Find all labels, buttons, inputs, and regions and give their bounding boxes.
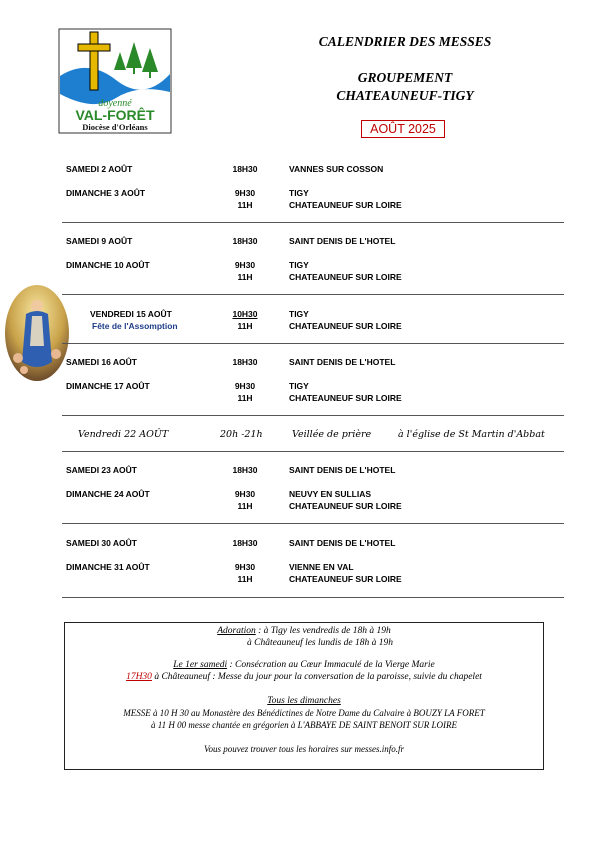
place-label: VIENNE EN VAL [289, 562, 354, 572]
feast-label: Fête de l'Assomption [92, 321, 178, 331]
sundays-label: Tous les dimanches [267, 696, 341, 706]
time-label: 18H30 [232, 164, 258, 174]
divider [62, 222, 564, 223]
day-label: VENDREDI 15 AOÛT [90, 309, 172, 319]
day-label: DIMANCHE 24 AOÛT [66, 489, 150, 499]
sunday-line-2: à 11 H 00 messe chantée en grégorien à L'ABBAYE DE SAINT BENOIT SUR LOIRE [151, 720, 457, 730]
cross-icon [90, 32, 98, 90]
day-label: SAMEDI 16 AOÛT [66, 357, 138, 367]
event-label: Veillée de prière [292, 429, 372, 440]
place-label: SAINT DENIS DE L'HOTEL [289, 538, 396, 548]
divider [62, 343, 564, 344]
place-label: CHATEAUNEUF SUR LOIRE [289, 501, 402, 511]
logo-line2: VAL-FORÊT [75, 107, 155, 123]
adoration-line-2: à Châteauneuf les lundis de 18h à 19h [247, 638, 393, 648]
place-label: CHATEAUNEUF SUR LOIRE [289, 574, 402, 584]
red-time: 17H30 [126, 672, 152, 682]
group-line-1: GROUPEMENT [357, 70, 453, 85]
place-label: à l'église de St Martin d'Abbat [398, 429, 545, 440]
place-label: VANNES SUR COSSON [289, 164, 384, 174]
time-label: 9H30 [234, 381, 256, 391]
day-label: SAMEDI 23 AOÛT [66, 465, 138, 475]
divider [62, 415, 564, 416]
day-label: DIMANCHE 3 AOÛT [66, 188, 146, 198]
time-label: 11H [237, 501, 253, 511]
adoration-label: Adoration [217, 626, 256, 636]
place-label: CHATEAUNEUF SUR LOIRE [289, 200, 402, 210]
adoration-text: : à Tigy les vendredis de 18h à 19h [255, 626, 391, 636]
chateauneuf-line [64, 672, 544, 682]
time-label: 11H [237, 321, 253, 331]
day-label: SAMEDI 9 AOÛT [66, 236, 133, 246]
assumption-image [4, 284, 70, 382]
time-label: 10H30 [232, 309, 258, 319]
website-line: Vous pouvez trouver tous les horaires sur messes.info.fr [203, 744, 405, 754]
time-label: 18H30 [232, 465, 258, 475]
time-label: 11H [237, 200, 253, 210]
day-label: SAMEDI 30 AOÛT [66, 538, 138, 548]
adoration-line [64, 626, 544, 636]
chateauneuf-text: à Châteauneuf : Messe du jour pour la conversation de la paroisse, suivie du chapelet [151, 672, 482, 682]
day-label: DIMANCHE 31 AOÛT [66, 562, 150, 572]
time-label: 11H [237, 393, 253, 403]
first-saturday-line [64, 660, 544, 670]
divider [62, 523, 564, 524]
first-saturday-text: : Consécration au Cœur Immaculé de la Vierge Marie [227, 660, 435, 670]
logo-line1: doyenné [98, 98, 132, 109]
time-label: 20h -21h [220, 429, 263, 440]
time-label: 11H [237, 272, 253, 282]
time-label: 9H30 [234, 188, 256, 198]
day-label: DIMANCHE 10 AOÛT [66, 260, 150, 270]
divider [62, 294, 564, 295]
time-label: 18H30 [232, 538, 258, 548]
place-label: CHATEAUNEUF SUR LOIRE [289, 393, 402, 403]
place-label: TIGY [289, 188, 309, 198]
place-label: SAINT DENIS DE L'HOTEL [289, 236, 396, 246]
page-title: CALENDRIER DES MESSES [318, 34, 492, 49]
place-label: CHATEAUNEUF SUR LOIRE [289, 272, 402, 282]
group-line-2: CHATEAUNEUF-TIGY [336, 88, 474, 103]
place-label: TIGY [289, 309, 309, 319]
sunday-line-1: MESSE à 10 H 30 au Monastère des Bénédictines de Notre Dame du Calvaire à BOUZY LA FORET [123, 708, 485, 718]
place-label: SAINT DENIS DE L'HOTEL [289, 357, 396, 367]
place-label: TIGY [289, 381, 309, 391]
time-label: 9H30 [234, 260, 256, 270]
day-label: DIMANCHE 17 AOÛT [66, 381, 150, 391]
day-label: Vendredi 22 AOÛT [78, 429, 169, 440]
place-label: CHATEAUNEUF SUR LOIRE [289, 321, 402, 331]
month-badge: AOÛT 2025 [361, 120, 445, 138]
place-label: SAINT DENIS DE L'HOTEL [289, 465, 396, 475]
time-label: 9H30 [234, 489, 256, 499]
time-label: 9H30 [234, 562, 256, 572]
time-label: 18H30 [232, 236, 258, 246]
first-saturday-label: Le 1er samedi [173, 660, 228, 670]
place-label: NEUVY EN SULLIAS [289, 489, 372, 499]
place-label: TIGY [289, 260, 309, 270]
divider [62, 597, 564, 598]
logo-line3: Diocèse d'Orléans [82, 122, 148, 132]
divider [62, 451, 564, 452]
day-label: SAMEDI 2 AOÛT [66, 164, 133, 174]
time-label: 18H30 [232, 357, 258, 367]
deanery-logo [58, 28, 172, 134]
time-label: 11H [237, 574, 253, 584]
